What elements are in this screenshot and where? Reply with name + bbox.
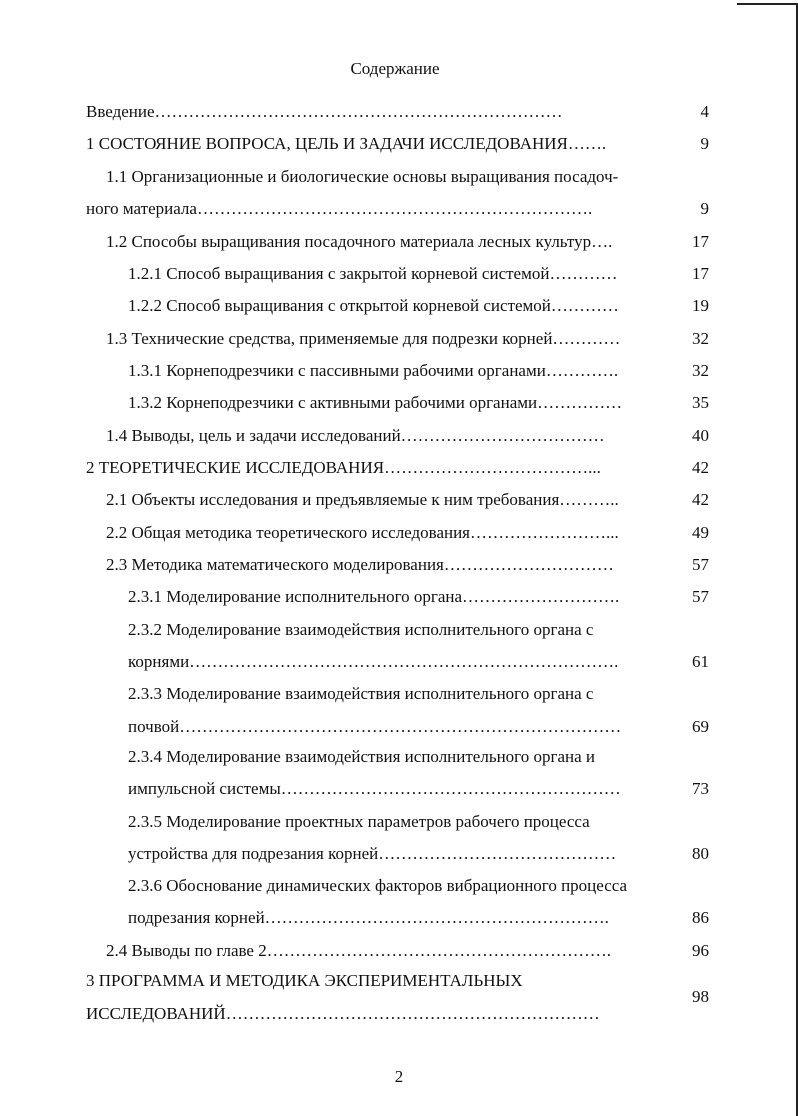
toc-entry-page: 40	[692, 426, 709, 445]
toc-entry-page: 42	[692, 490, 709, 509]
toc-entry-page: 96	[692, 941, 709, 960]
toc-entry-page: 57	[692, 587, 709, 606]
toc-entry-page: 17	[692, 232, 709, 251]
toc-entry-page: 32	[692, 329, 709, 348]
toc-entry-text: 1.2.2 Способ выращивания с открытой корневой системой…………	[128, 296, 619, 315]
toc-entry-text: 2.3.3 Моделирование взаимодействия исполнительного органа с	[128, 684, 594, 703]
toc-entry-text: 3 ПРОГРАММА И МЕТОДИКА ЭКСПЕРИМЕНТАЛЬНЫХ	[86, 971, 523, 990]
toc-entry-text: 2.3 Методика математического моделирования…………………………	[106, 555, 614, 574]
toc-entry-text: 1.3.2 Корнеподрезчики с активными рабочими органами……………	[128, 393, 623, 412]
toc-entry-page: 69	[692, 717, 709, 736]
toc-title: Содержание	[350, 59, 440, 78]
toc-entry-page: 19	[692, 296, 709, 315]
toc-entry-text: 2.3.4 Моделирование взаимодействия исполнительного органа и	[128, 747, 595, 766]
toc-entry-page: 86	[692, 908, 709, 927]
toc-entry-text: 1.1 Организационные и биологические основы выращивания посадоч-	[106, 167, 619, 186]
toc-entry-page: 35	[692, 393, 709, 412]
toc-entry-text: 1.2 Способы выращивания посадочного материала лесных культур….	[106, 232, 613, 251]
page-number: 2	[394, 1067, 404, 1086]
toc-entry-text: корнями………………………………………………………………….	[128, 652, 619, 671]
toc-entry-text: почвой……………………………………………………………………	[128, 717, 622, 736]
toc-entry-text: подрезания корней…………………………………………………….	[128, 908, 609, 927]
toc-entry-text: 1.3.1 Корнеподрезчики с пассивными рабочими органами………….	[128, 361, 619, 380]
toc-entry-page: 49	[692, 523, 709, 542]
toc-entry-page: 42	[692, 458, 709, 477]
toc-entry-text: 2.3.2 Моделирование взаимодействия исполнительного органа с	[128, 620, 594, 639]
toc-entry-page: 17	[692, 264, 709, 283]
scan-edge-top	[737, 3, 798, 5]
toc-entry-text: 2.3.1 Моделирование исполнительного органа……………………….	[128, 587, 620, 606]
toc-entry-page: 4	[700, 102, 709, 121]
toc-entry-text: устройства для подрезания корней……………………………………	[128, 844, 617, 863]
toc-entry-page: 73	[692, 779, 709, 798]
toc-entry-text: 2.3.5 Моделирование проектных параметров рабочего процесса	[128, 812, 590, 831]
toc-entry-text: 1.3 Технические средства, применяемые для подрезки корней…………	[106, 329, 621, 348]
toc-entry-page: 80	[692, 844, 709, 863]
toc-entry-text: ного материала…………………………………………………………….	[86, 199, 593, 218]
toc-entry-text: 2.2 Общая методика теоретического исследования……………………...	[106, 523, 619, 542]
toc-entry-text: 2 ТЕОРЕТИЧЕСКИЕ ИССЛЕДОВАНИЯ………………………………...	[86, 458, 601, 477]
toc-entry-page: 9	[700, 134, 709, 153]
toc-entry-text: 1.4 Выводы, цель и задачи исследований………………………………	[106, 426, 605, 445]
toc-entry-text: импульсной системы……………………………………………………	[128, 779, 621, 798]
toc-entry-page: 57	[692, 555, 709, 574]
toc-entry-page: 9	[700, 199, 709, 218]
toc-entry-page: 32	[692, 361, 709, 380]
toc-entry-text: 1 СОСТОЯНИЕ ВОПРОСА, ЦЕЛЬ И ЗАДАЧИ ИССЛЕДОВАНИЯ…….	[86, 134, 607, 153]
toc-entry-page: 98	[692, 987, 709, 1006]
toc-entry-text: ИССЛЕДОВАНИЙ…………………………………………………………	[86, 1004, 600, 1023]
toc-entry-text: 2.1 Объекты исследования и предъявляемые к ним требования………..	[106, 490, 619, 509]
toc-entry-text: 2.4 Выводы по главе 2…………………………………………………….	[106, 941, 611, 960]
toc-entry-text: 1.2.1 Способ выращивания с закрытой корневой системой…………	[128, 264, 618, 283]
toc-entry-text: 2.3.6 Обоснование динамических факторов вибрационного процесса	[128, 876, 628, 895]
toc-entry-text: Введение………………………………………………………………	[86, 102, 563, 121]
toc-entry-page: 61	[692, 652, 709, 671]
